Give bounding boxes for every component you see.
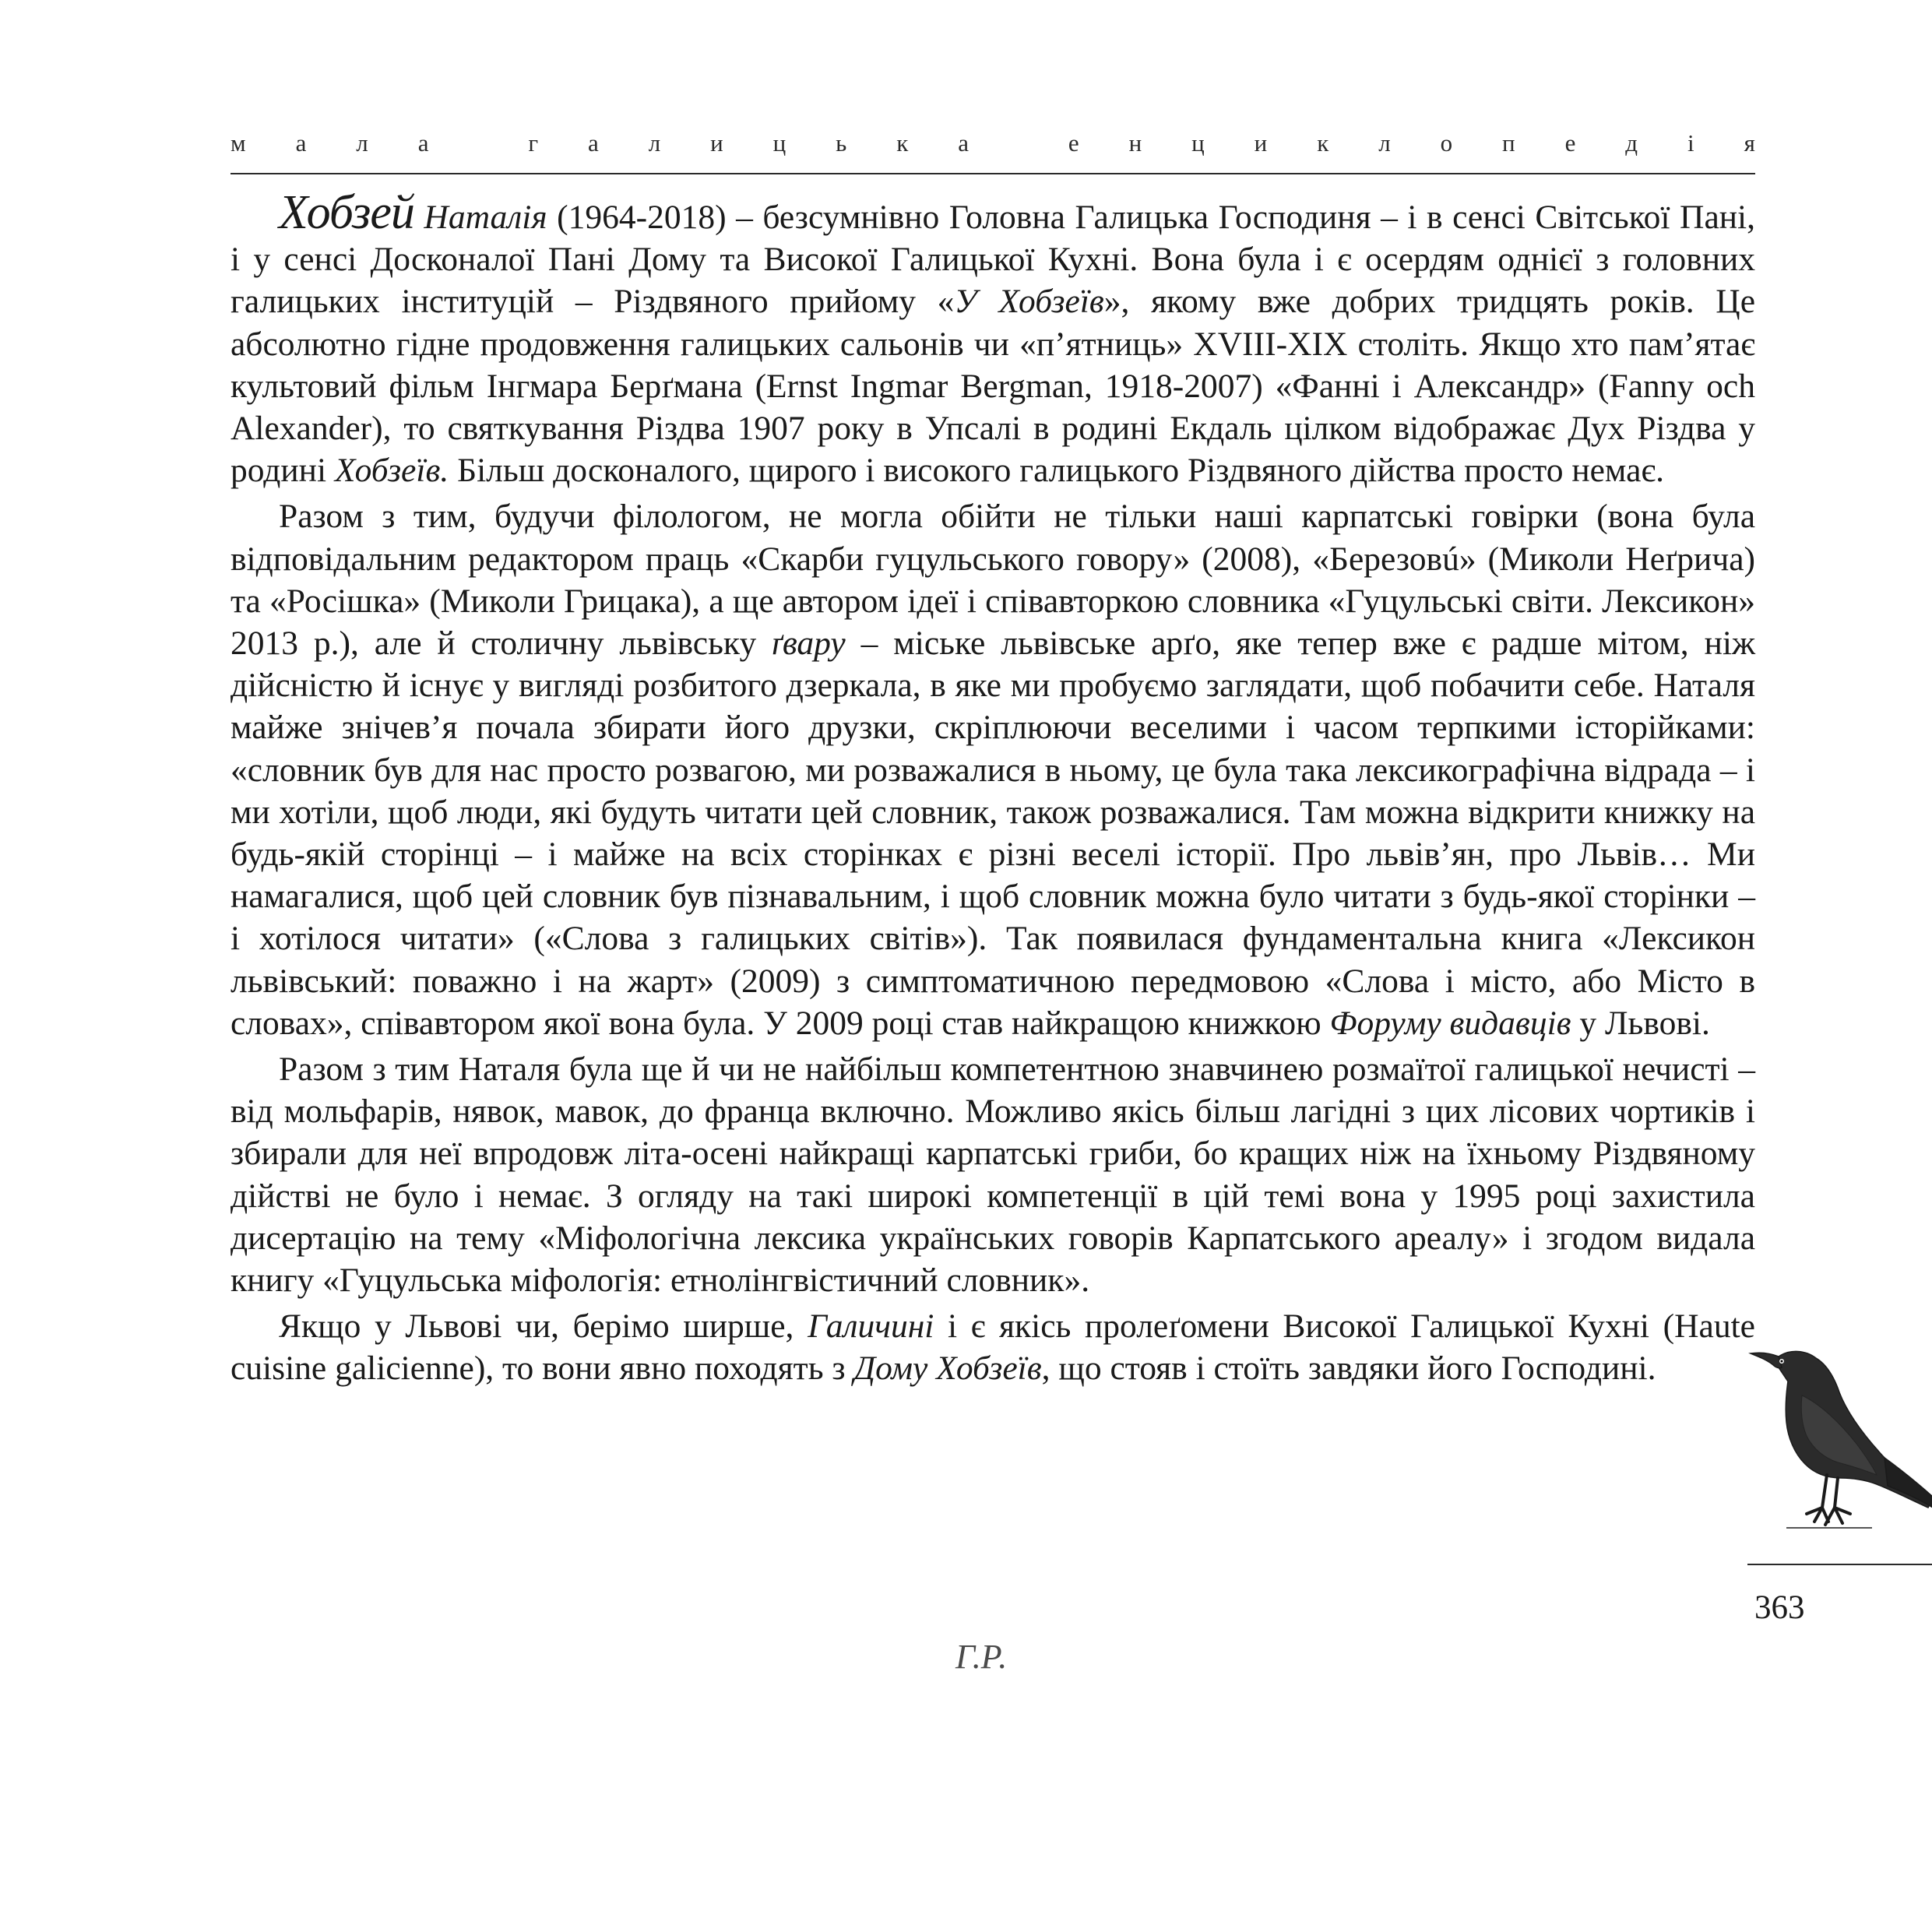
running-head-letter: д — [1625, 129, 1638, 157]
paragraph-4-emphasis-b: Дому Хобзеїв — [853, 1350, 1042, 1388]
running-head-letter: ц — [772, 129, 787, 157]
running-head-letter: а — [587, 129, 599, 157]
running-head-letter: и — [1254, 129, 1268, 157]
paragraph-2 — [231, 495, 1755, 1044]
running-head-letter: л — [356, 129, 368, 157]
paragraph-1-emphasis-a: У Хобзеїв — [954, 283, 1104, 321]
running-head-letter: а — [958, 129, 970, 157]
paragraph-2-text-a: Разом з тим, будучи філологом, не могла обійти не тільки наші карпатські говірки (вона була відповідальним редактором праць «Скарби гуцульського говору» (2008), «Березовú» (Миколи Неґрича) та «Росішка» (Миколи Грицака), а ще автором ідеї і співавторкою словника «Гуцульські світи. Лексикон» 2013 р.), але й столичну львівську — [231, 498, 1755, 663]
paragraph-1-emphasis-b: Хобзеїв. — [334, 452, 449, 490]
paragraph-4 — [231, 1305, 1755, 1389]
paragraph-4-text-c: , що стояв і стоїть завдяки його Господині. — [1041, 1350, 1656, 1388]
page-number: 363 — [1754, 1589, 1805, 1626]
crow-icon — [1747, 1341, 1932, 1551]
running-head-letter: ь — [836, 129, 847, 157]
paragraph-1-text-b: », якому вже добрих тридцять років. Це абсолютно гідне продовження галицьких сальонів чи «п’ятниць» XVIII-XIX століть. Якщо хто пам’ятає культовий фільм Інгмара Берґмана (Ernst Ingmar Bergman, 1918-2007) «Фанні і Александр» (Fanny och Alexander), то святкування Різдва 1907 року в Упсалі в родині Екдаль цілком відображає Дух Різдва у родині — [231, 283, 1756, 490]
running-head-letter: и — [710, 129, 723, 157]
paragraph-2-emphasis-b: Форуму видавців — [1329, 1004, 1571, 1042]
entry-given-name: Наталія — [424, 199, 547, 236]
paragraph-1-text-a: (1964-2018) – безсумнівно Головна Галицька Господиня – і в сенсі Світської Пані, і у сенсі Досконалої Пані Дому та Високої Галицької Кухні. Вона була і є осердям однієї з головних галицьких інституцій – Різдвяного прийому « — [231, 199, 1755, 321]
running-head-letter: е — [1068, 129, 1079, 157]
encyclopedia-article — [231, 186, 1756, 1394]
header-rule — [231, 173, 1755, 174]
paragraph-2-text-b: – міське львівське арґо, яке тепер вже є радше мітом, ніж дійсністю й існує у вигляді розбитого дзеркала, в яке ми пробуємо заглядати, щоб побачити себе. Наталя майже знічев’я почала збирати його друзки, скріплюючи веселими і часом терпкими історійками: «словник був для нас просто розвагою, ми розважалися в ньому, це була така лексикографічна відрада – і ми хотіли, щоб люди, які будуть читати цей словник, також розважалися. Там можна відкрити книжку на будь-якій сторінці – і майже на всіх сторінках є різні веселі історії. Про львів’ян, про Львів… Ми намагалися, щоб цей словник був пізнавальним, і щоб словник можна було читати з будь-якої сторінки – і хотілося читати» («Слова з галицьких світів»). Так появилася фундаментальна книга «Лексикон львівський: поважно і на жарт» (2009) з симптоматичною передмовою «Слова і місто, або Місто в словах», співавтором якої вона була. У 2009 році став найкращою книжкою — [231, 625, 1755, 1042]
footer-rule — [1747, 1564, 1932, 1565]
running-head-letter: л — [648, 129, 661, 157]
running-head-letter: і — [1687, 129, 1694, 157]
paragraph-1 — [231, 186, 1756, 491]
running-head-letter: м — [231, 129, 246, 157]
paragraph-4-text-a: Якщо у Львові чи, берімо ширше, — [279, 1307, 808, 1346]
running-head-letter: л — [1378, 129, 1391, 157]
running-head-letter: н — [1128, 129, 1142, 157]
running-head-letter: к — [896, 129, 909, 157]
running-head-letter: к — [1317, 129, 1329, 157]
paragraph-3 — [231, 1048, 1755, 1301]
running-head-letter: п — [1502, 129, 1515, 157]
running-head-letter: а — [295, 129, 307, 157]
paragraph-4-text-b: і є якісь пролеґомени Високої Галицької Кухні (Haute cuisine galicienne), то вони явно походять з — [231, 1307, 1755, 1388]
running-head-letter: г — [528, 129, 539, 157]
running-head-letter: я — [1744, 129, 1755, 157]
running-head-letter: е — [1564, 129, 1576, 157]
paragraph-1-text-c: Більш досконалого, щирого і високого галицького Різдвяного дійства просто немає. — [449, 452, 1665, 490]
paragraph-2-emphasis-a: ґвару — [772, 625, 846, 663]
running-head — [231, 131, 1755, 155]
paragraph-4-emphasis-a: Галичині — [808, 1307, 934, 1346]
author-signature: Г.Р. — [955, 1638, 1008, 1676]
entry-surname: Хобзей — [279, 186, 414, 239]
paragraph-3-text-a: Разом з тим Наталя була ще й чи не найбільш компетентною знавчинею розмаїтої галицької нечисті – від мольфарів, нявок, мавок, до франца включно. Можливо якісь більш лагідні з цих лісових чортиків і збирали для неї впродовж літа-осені найкращі карпатські гриби, бо кращих ніж на їхньому Різдвяному дійстві не було і немає. З огляду на такі широкі компетенції в цій темі вона у 1995 році захистила дисертацію на тему «Міфологічна лексика українських говорів Карпатського ареалу» і згодом видала книгу «Гуцульська міфологія: етнолінгвістичний словник». — [231, 1050, 1755, 1300]
running-head-letter: о — [1440, 129, 1453, 157]
running-head-letter: а — [417, 129, 429, 157]
running-head-letter: ц — [1191, 129, 1205, 157]
paragraph-2-text-c: у Львові. — [1571, 1004, 1710, 1042]
